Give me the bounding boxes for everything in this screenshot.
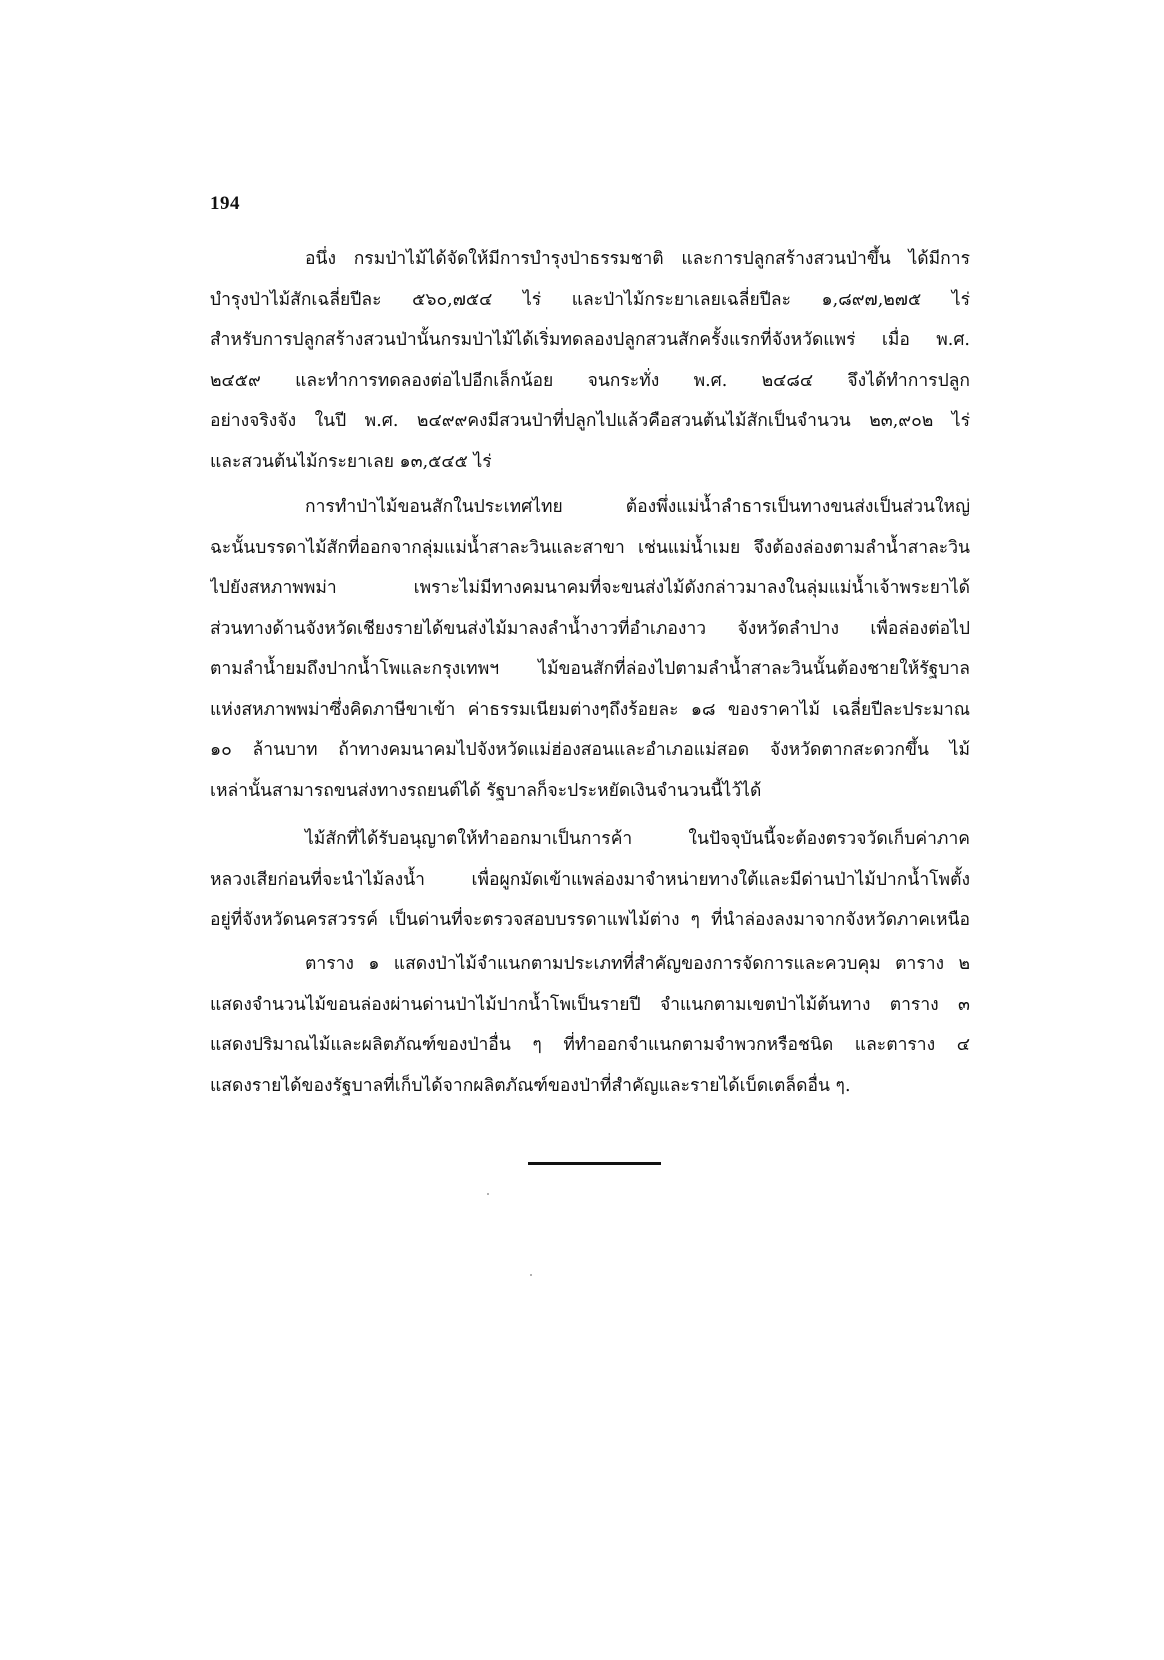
text-line: เหล่านั้นสามารถขนส่งทางรถยนต์ได้ รัฐบาลก็จะประหยัดเงินจำนวนนี้ไว้ได้ [210,780,762,801]
text-line: แสดงรายได้ของรัฐบาลที่เก็บได้จากผลิตภัณฑ์ของป่าที่สำคัญและรายได้เบ็ดเตล็ดอื่น ๆ. [210,1075,851,1096]
paragraph-royalty-inspection [210,819,970,941]
text-line: ตาราง ๑ แสดงป่าไม้จำแนกตามประเภทที่สำคัญของการจัดการและควบคุม ตาราง ๒ [305,954,970,974]
text-line: ไปยังสหภาพพม่า เพราะไม่มีทางคมนาคมที่จะขนส่งไม้ดังกล่าวมาลงในลุ่มแม่น้ำเจ้าพระยาได้ [210,578,970,598]
text-line: หลวงเสียก่อนที่จะนำไม้ลงน้ำ เพื่อผูกมัดเข้าแพล่องมาจำหน่ายทางใต้และมีด่านป่าไม้ปากน้ำโพตั้ง [210,869,970,890]
text-line: สำหรับการปลูกสร้างสวนป่านั้นกรมป่าไม้ได้เริ่มทดลองปลูกสวนสักครั้งแรกที่จังหวัดแพร่ เมื่อ พ.ศ. [210,330,970,350]
paragraph-teak-transport [210,487,970,811]
text-line: ส่วนทางด้านจังหวัดเชียงรายได้ขนส่งไม้มาลงลำน้ำงาวที่อำเภองาว จังหวัดลำปาง เพื่อล่องต่อไป [210,618,970,639]
section-end-rule [528,1162,661,1165]
text-line: ตามลำน้ำยมถึงปากน้ำโพและกรุงเทพฯ ไม้ขอนสักที่ล่องไปตามลำน้ำสาละวินนั้นต้องชายให้รัฐบาล [210,659,970,679]
paragraph-table-references [210,944,970,1106]
text-line: บำรุงป่าไม้สักเฉลี่ยปีละ ๕๖๐,๗๕๔ ไร่ และป่าไม้กระยาเลยเฉลี่ยปีละ ๑,๘๙๗,๒๗๕ ไร่ [210,289,970,310]
text-line: และสวนต้นไม้กระยาเลย ๑๓,๕๔๕ ไร่ [210,451,492,472]
scan-speck [487,1193,489,1195]
text-line: ๒๔๕๙ และทำการทดลองต่อไปอีกเล็กน้อย จนกระทั่ง พ.ศ. ๒๔๘๔ จึงได้ทำการปลูก [210,370,970,391]
text-line: แสดงจำนวนไม้ขอนล่องผ่านด่านป่าไม้ปากน้ำโพเป็นรายปี จำแนกตามเขตป่าไม้ต้นทาง ตาราง ๓ [210,994,970,1015]
paragraph-reforestation [210,239,970,482]
scan-speck [530,1274,532,1276]
text-line: ไม้สักที่ได้รับอนุญาตให้ทำออกมาเป็นการค้า ในปัจจุบันนี้จะต้องตรวจวัดเก็บค่าภาค [305,829,970,849]
page-number: 194 [210,193,240,214]
text-line: อยู่ที่จังหวัดนครสวรรค์ เป็นด่านที่จะตรวจสอบบรรดาแพไม้ต่าง ๆ ที่นำล่องลงมาจากจังหวัดภาคเหนือ [210,910,970,930]
text-line: ๑๐ ล้านบาท ถ้าทางคมนาคมไปจังหวัดแม่ฮ่องสอนและอำเภอแม่สอด จังหวัดตากสะดวกขึ้น ไม้ [210,740,970,760]
text-line: แสดงปริมาณไม้และผลิตภัณฑ์ของป่าอื่น ๆ ที่ทำออกจำแนกตามจำพวกหรือชนิด และตาราง ๔ [210,1035,970,1055]
text-line: อย่างจริงจัง ในปี พ.ศ. ๒๔๙๙คงมีสวนป่าที่ปลูกไปแล้วคือสวนต้นไม้สักเป็นจำนวน ๒๓,๙๐๒ ไร่ [210,411,970,431]
text-line: แห่งสหภาพพม่าซึ่งคิดภาษีขาเข้า ค่าธรรมเนียมต่างๆถึงร้อยละ ๑๘ ของราคาไม้ เฉลี่ยปีละประมาณ [210,699,970,720]
text-line: ฉะนั้นบรรดาไม้สักที่ออกจากลุ่มแม่น้ำสาละวินและสาขา เช่นแม่น้ำเมย จึงต้องล่องตามลำน้ำสาละวิน [210,537,970,558]
text-line: การทำป่าไม้ขอนสักในประเทศไทย ต้องพึ่งแม่น้ำลำธารเป็นทางขนส่งเป็นส่วนใหญ่ [305,497,970,517]
text-line: อนึ่ง กรมป่าไม้ได้จัดให้มีการบำรุงป่าธรรมชาติ และการปลูกสร้างสวนป่าขึ้น ได้มีการ [305,249,970,269]
